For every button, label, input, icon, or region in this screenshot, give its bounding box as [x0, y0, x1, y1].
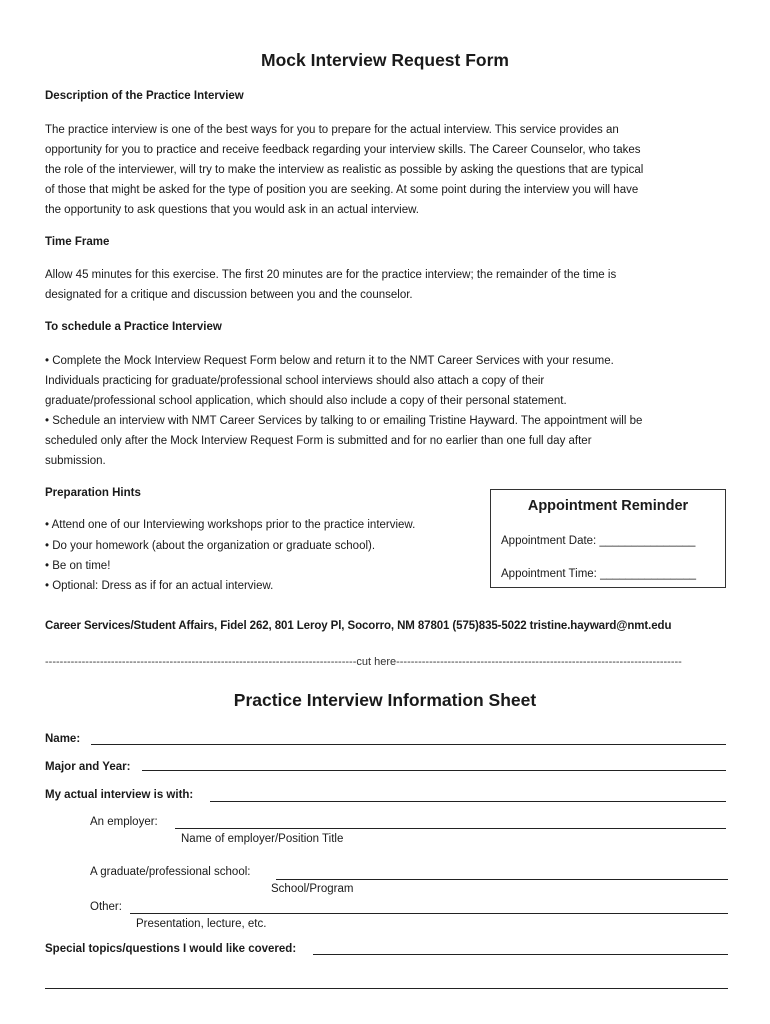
- schedule-line: • Complete the Mock Interview Request Form below and return it to the NMT Career Services with your resume.: [45, 355, 614, 367]
- grad-school-label: A graduate/professional school:: [90, 866, 251, 878]
- employer-label: An employer:: [90, 816, 158, 828]
- grad-school-field[interactable]: [276, 879, 728, 880]
- time-frame-paragraph: [45, 265, 727, 305]
- interview-with-label: My actual interview is with:: [45, 789, 194, 801]
- description-line: of those that might be asked for the type of position you are seeking. At some point during the interview you will have: [45, 184, 639, 196]
- appointment-date-field[interactable]: Appointment Date: _______________: [501, 535, 696, 547]
- time-frame-line: designated for a critique and discussion between you and the counselor.: [45, 289, 413, 301]
- employer-field[interactable]: [175, 828, 726, 829]
- cut-here-divider: -------------------------------------------------------------------------------------cut here------------------------------------------------------------------------------: [45, 656, 682, 668]
- schedule-line: Individuals practicing for graduate/professional school interviews should also attach a copy of their: [45, 375, 545, 387]
- description-line: the role of the interviewer, will try to make the interview as realistic as possible by asking the questions that are typical: [45, 164, 644, 176]
- employer-hint: Name of employer/Position Title: [181, 833, 344, 845]
- hint-item: • Be on time!: [45, 560, 111, 572]
- time-frame-heading: Time Frame: [45, 236, 110, 248]
- page-title: Mock Interview Request Form: [261, 50, 509, 70]
- interview-with-field[interactable]: [210, 801, 726, 802]
- description-paragraph: [45, 120, 727, 220]
- other-field[interactable]: [130, 913, 728, 914]
- contact-info: Career Services/Student Affairs, Fidel 262, 801 Leroy Pl, Socorro, NM 87801 (575)835-5022 tristine.hayward@nmt.edu: [45, 620, 672, 632]
- hint-item: • Attend one of our Interviewing workshops prior to the practice interview.: [45, 519, 416, 531]
- schedule-line: submission.: [45, 455, 106, 467]
- grad-school-hint: School/Program: [271, 883, 354, 895]
- schedule-line: scheduled only after the Mock Interview Request Form is submitted and for no earlier than one full day after: [45, 435, 592, 447]
- special-topics-field[interactable]: [313, 954, 728, 955]
- special-topics-field-line-2[interactable]: [45, 988, 728, 989]
- name-label: Name:: [45, 733, 81, 745]
- hint-item: • Optional: Dress as if for an actual interview.: [45, 580, 274, 592]
- description-line: The practice interview is one of the best ways for you to prepare for the actual interview. This service provides an: [45, 124, 619, 136]
- schedule-line: graduate/professional school application, which should also include a copy of their personal statement.: [45, 395, 567, 407]
- schedule-line: • Schedule an interview with NMT Career Services by talking to or emailing Tristine Hayward. The appointment will be: [45, 415, 643, 427]
- appointment-time-field[interactable]: Appointment Time: _______________: [501, 568, 697, 580]
- time-frame-line: Allow 45 minutes for this exercise. The first 20 minutes are for the practice interview; the remainder of the time is: [45, 269, 617, 281]
- sheet-title: Practice Interview Information Sheet: [233, 690, 537, 710]
- other-hint: Presentation, lecture, etc.: [136, 918, 267, 930]
- name-field[interactable]: [91, 744, 726, 745]
- special-topics-label: Special topics/questions I would like covered:: [45, 943, 297, 955]
- schedule-paragraph: [45, 351, 727, 471]
- reminder-title: Appointment Reminder: [527, 498, 689, 514]
- description-line: the opportunity to ask questions that you would ask in an actual interview.: [45, 204, 419, 216]
- major-year-label: Major and Year:: [45, 761, 131, 773]
- appointment-reminder-box: [490, 489, 726, 588]
- hint-item: • Do your homework (about the organization or graduate school).: [45, 540, 376, 552]
- other-label: Other:: [90, 901, 122, 913]
- description-line: opportunity for you to practice and receive feedback regarding your interview skills. The Career Counselor, who takes: [45, 144, 641, 156]
- hints-heading: Preparation Hints: [45, 487, 141, 499]
- description-heading: Description of the Practice Interview: [45, 90, 244, 102]
- major-year-field[interactable]: [142, 770, 726, 771]
- schedule-heading: To schedule a Practice Interview: [45, 321, 222, 333]
